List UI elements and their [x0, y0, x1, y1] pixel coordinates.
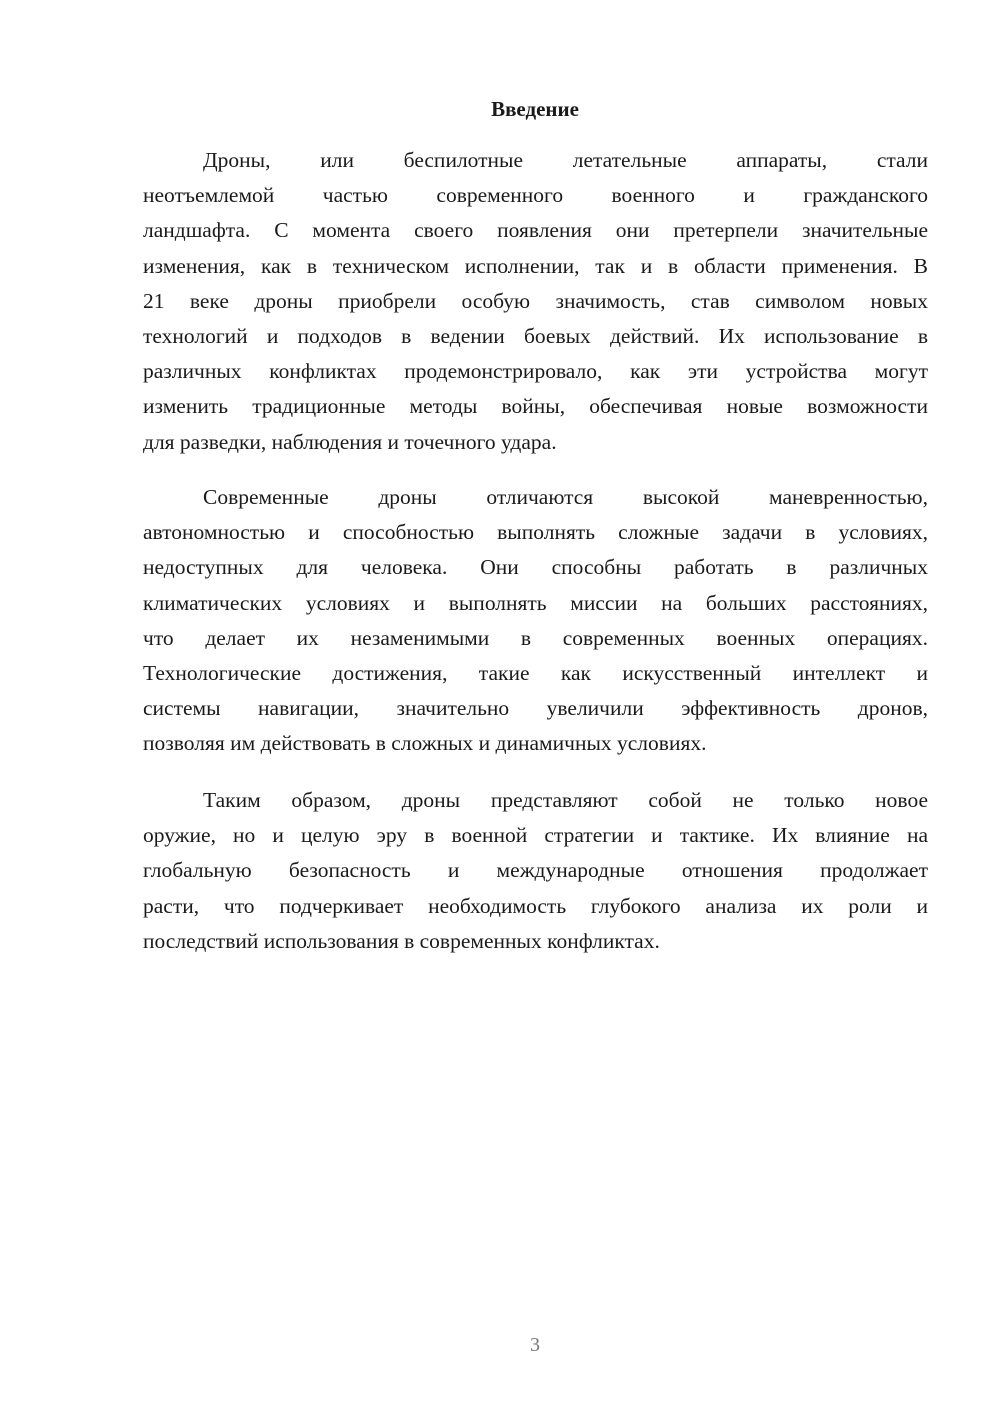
- text-line: глобальную безопасность и международные отношения продолжает: [143, 858, 928, 883]
- text-line: Технологические достижения, такие как искусственный интеллект и: [143, 660, 928, 685]
- text-line: позволяя им действовать в сложных и динамичных условиях.: [143, 731, 707, 756]
- text-line: Современные дроны отличаются высокой маневренностью,: [203, 485, 928, 509]
- text-line: для разведки, наблюдения и точечного удара.: [143, 429, 557, 454]
- text-line: недоступных для человека. Они способны работать в различных: [143, 555, 928, 580]
- text-line: 21 веке дроны приобрели особую значимость, став символом новых: [143, 288, 928, 313]
- page-number: 3: [530, 1334, 540, 1356]
- text-line: автономностью и способностью выполнять сложные задачи в условиях,: [143, 520, 928, 545]
- paragraph: [143, 143, 928, 460]
- paragraph: [143, 480, 928, 762]
- paragraph: [143, 783, 928, 959]
- text-line: климатических условиях и выполнять миссии на больших расстояниях,: [143, 590, 928, 615]
- text-line: системы навигации, значительно увеличили эффективность дронов,: [143, 696, 928, 721]
- text-line: Дроны, или беспилотные летательные аппараты, стали: [203, 148, 928, 172]
- text-line: технологий и подходов в ведении боевых действий. Их использование в: [143, 323, 928, 348]
- text-line: что делает их незаменимыми в современных военных операциях.: [143, 625, 928, 650]
- text-line: Таким образом, дроны представляют собой не только новое: [203, 788, 928, 812]
- text-line: неотъемлемой частью современного военного и гражданского: [143, 183, 928, 208]
- text-line: изменения, как в техническом исполнении, так и в области применения. В: [143, 253, 928, 278]
- section-title: Введение: [491, 97, 579, 121]
- text-line: ландшафта. С момента своего появления они претерпели значительные: [143, 218, 928, 243]
- text-line: оружие, но и целую эру в военной стратегии и тактике. Их влияние на: [143, 823, 928, 848]
- text-line: последствий использования в современных конфликтах.: [143, 928, 660, 953]
- text-line: расти, что подчеркивает необходимость глубокого анализа их роли и: [143, 893, 928, 918]
- text-line: различных конфликтах продемонстрировало, как эти устройства могут: [143, 359, 928, 384]
- text-line: изменить традиционные методы войны, обеспечивая новые возможности: [143, 394, 928, 419]
